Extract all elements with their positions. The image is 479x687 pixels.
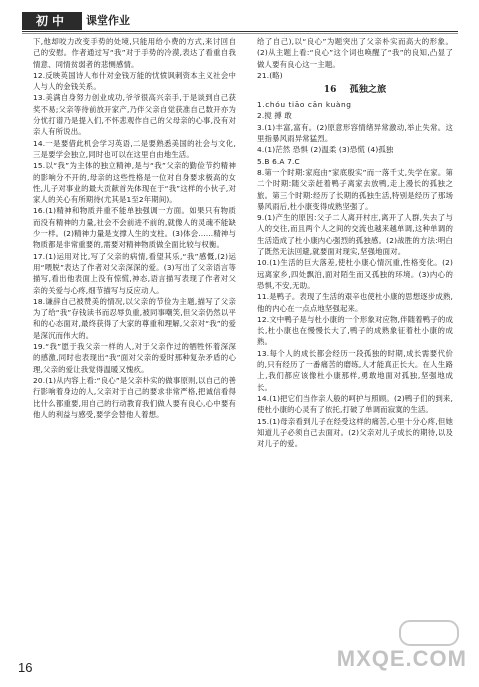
answer-item: 9.(1)产生的原因:父子二人离开村庄,离开了人群,失去了与人的交往,而且两个人之间的交流也越来越单调,这种单调的生活造成了杜小康内心强烈的孤独感。(2)战胜的方法:明白了既然无法回避,就要面对现实,坚强地面对。: [257, 213, 453, 257]
section-number: 16: [323, 85, 337, 96]
left-column: [33, 36, 236, 420]
watermark-logo: MXQE.COM: [336, 646, 467, 671]
header-rule-thin: [22, 33, 458, 34]
answer-item: 19.“我”愿于我父亲一样的人,对于父亲作过的牺牲怀着深深的感激,同时也表现出“我”面对父亲的爱时那种复杂矛盾的心理,父亲的爱让我觉得温暖又愧疚。: [33, 342, 236, 374]
grade-tab: 初中: [22, 12, 82, 30]
answer-item: 20.(1)从内容上看:“良心”是父亲朴实的做事原则,以自己的善行影响着身边的人,父亲对于自己的要求非常严格,把诚信看得比什么都重要,用自己的行动教育我们做人要有良心,心中要有他人的利益与感受,要学会替他人着想。: [33, 375, 236, 419]
section-name: 孤独之旅: [349, 85, 387, 96]
answer-item: 13.美满自身努力创业成功,爷爷很高兴亲手,于是谈到自己获奖不易;父亲等待前放开家产,乃伴父亲自觉获准自己数开亦为分忧打谱乃是提入们,不怀悲观作自己的父母亲的心事,没有对亲人有所说出。: [33, 93, 236, 137]
answer-item: 17.(1)运用对比,写了父亲的病情,看望其乐,“我”感慨,(2)运用“喂脱”表达了作者对父亲深深的爱。(3)写出了父亲语言等描写,看出他表面上没有惊慌,神态,语言描写表现了作者对父亲的关爱与心疼,细节描写与反应动人。: [33, 251, 236, 295]
header-rule: [22, 31, 458, 32]
answer-item: 14.(1)把它们当作亲人般的呵护与照顾。(2)鸭子们的到来,使杜小康的心灵有了依托,打破了单调而寂寞的生活。: [257, 393, 453, 415]
answer-item: 下,他却咬力改变手势的处境,只能用给小费的方式,来讨回自己的安慰。作者通过写“我”对于手势的冷漠,表达了看重自我情意、同情贫弱者的悲恻感情。: [33, 37, 236, 69]
answer-item: 21.(略): [257, 70, 283, 80]
header-title: 课堂作业: [86, 14, 130, 27]
right-column: [257, 36, 453, 449]
answer-item: 8.第一个时期:家庭由“家底殷实”而一落千丈,失学在家。第二个时期:随父亲赶着鸭子离家去放鸭,走上漫长的孤独之旅。第三个时期:经历了长期的孤独生活,特别是经历了那场暴风雨后,杜小康变得成熟坚强了。: [257, 167, 453, 211]
answer-item: 15.(1)母亲看到儿子在经受这样的痛苦,心里十分心疼,但她知道儿子必须自己去面对。(2)父亲对儿子成长的期待,以及对儿子的爱。: [257, 416, 453, 449]
answer-item: 18.谦辞自己被赞美的情况,以父亲的节俭为主题,描写了父亲为了给“我”存钱读书而忍辱负重,被同事嘲笑,但父亲仍然以平和的心态面对,最终获得了大家的尊重和理解,父亲对“我”的爱是深沉而伟大的。: [33, 296, 236, 340]
answer-item: 11.是鸭子。表现了生活的艰辛也使杜小康的思想逐步成熟,他的内心在一点点地坚强起来。: [257, 292, 453, 313]
page-number: 16: [18, 660, 33, 675]
answer-item: 2.搅 搏 敢: [257, 111, 292, 121]
answer-item: 13.每个人的成长都会经历一段孤独的时期,成长需要代价的,只有经历了一番痛苦的磨练,人才能真正长大。在人生路上,我们都应该像杜小康那样,勇敢地面对孤独,坚强地成长。: [257, 348, 453, 392]
answer-item: 5.B 6.A 7.C: [257, 156, 300, 166]
answer-item: 15.以“我”为主体的独立精神,是与“我”父亲的勤俭节约精神的影响分不开的,母亲的这些性格是一位对自身要求极高的女性,儿子对事业的最大贡献首先体现在于“我”这样的小伙子,对家人的关心有所期待(尤其是1至2年期间)。: [33, 161, 236, 205]
section-title: [257, 83, 453, 98]
answer-item: 12.反映英国诗人布什对金钱万能的忧愤讽刺资本主义社会中人与人的金钱关系。: [33, 70, 236, 92]
answer-item: 给了自己),以“良心”为题突出了父亲朴实而高大的形象。(2)从主题上看:“良心”这个词也唤醒了“我”的良知,凸显了做人要有良心这一主题。: [257, 37, 453, 69]
answer-item: 4.(1)茫然 恐惧 (2)温柔 (3)恐慌 (4)孤独: [257, 145, 394, 155]
answer-item: 1.chóu tiāo cān kuàng: [257, 100, 352, 110]
page-header: [0, 0, 479, 30]
answer-item: 3.(1)丰富,富有。(2)原意形容情绪异常激动,举止失常。这里指暴风雨异常猛烈。: [257, 122, 453, 144]
answer-item: 10.(1)生活的巨大落差,使杜小康心情沉重,性格变化。(2)远离家乡,四处飘泊,面对陌生而又孤独的环境。(3)内心的恐惧,不安,无助。: [257, 258, 453, 290]
answer-item: 12.文中鸭子是与杜小康的一个形象对应物,伴随着鸭子的成长,杜小康也在慢慢长大了,鸭子的成熟象征着杜小康的成熟。: [257, 314, 453, 347]
answer-item: 16.(1)精神和物质并重不能单独强调一方面。如果只有物质而没有精神的力量,社会不会前进不前的,就像人的灵魂不能缺少一样。(2)精神力量是支撑人生的支柱。(3)体会……精神与物质都是非常重要的,需要对精神物质做全面比较与权衡。: [33, 206, 236, 250]
answer-item: 14.一是要借此机会学习英语,二是要熟悉美国的社会与文化,三是要学会独立,同时也可以在这里自由地生活。: [33, 138, 236, 159]
watermark-badge: [399, 620, 459, 646]
